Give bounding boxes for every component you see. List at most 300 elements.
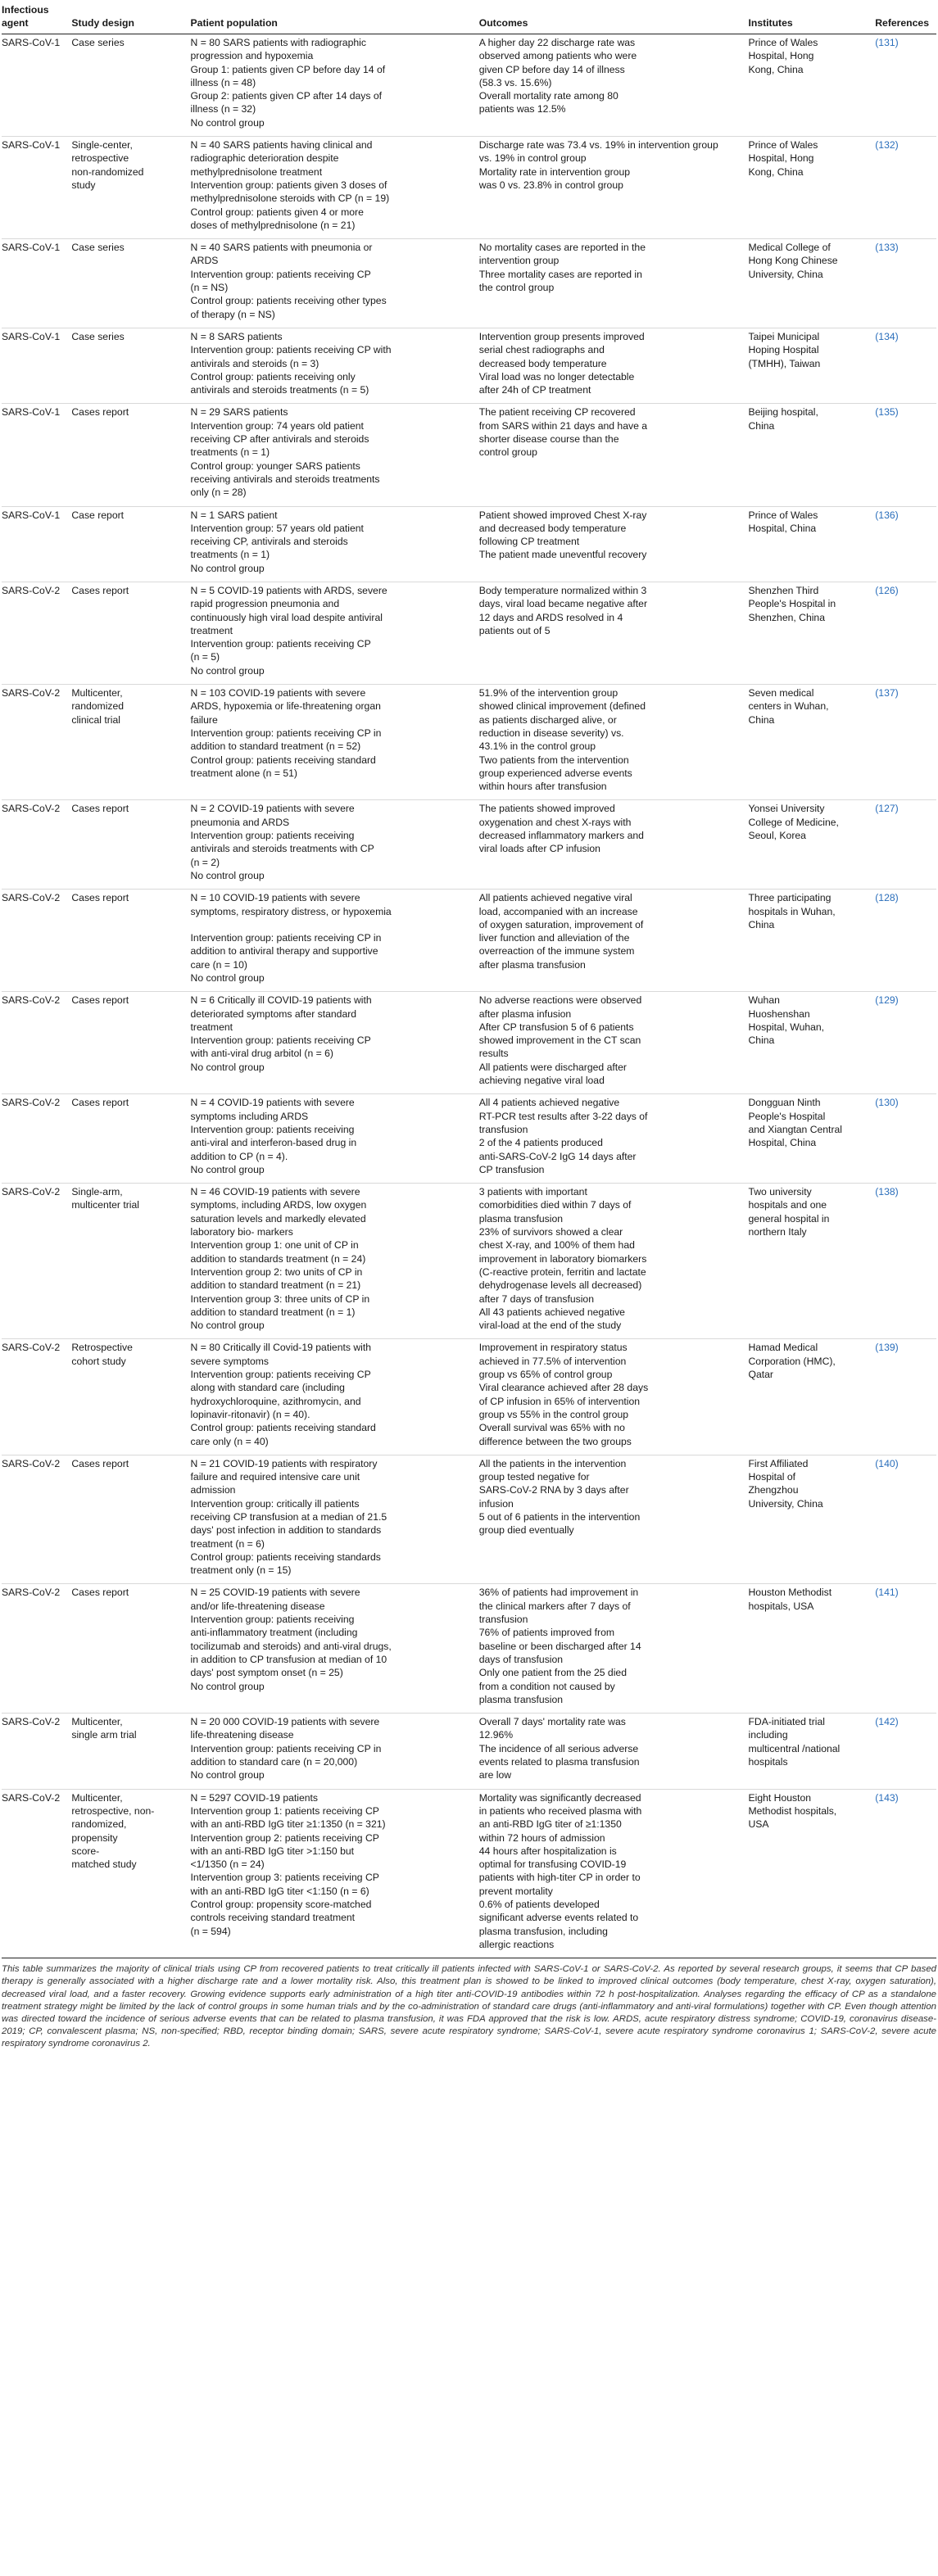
cell-line: continuously high viral load despite antiviral: [190, 611, 383, 623]
cell-line: anti-viral and interferon-based drug in: [190, 1137, 357, 1149]
header-patient-population: Patient population: [191, 0, 479, 34]
reference-link-text[interactable]: (134): [875, 330, 899, 342]
cell-line: difference between the two groups: [478, 1435, 632, 1447]
cell-line: viral loads after CP infusion: [478, 843, 600, 855]
cell-line: Kong, China: [748, 165, 804, 178]
cell-line: including: [748, 1729, 788, 1741]
header-study-design: Study design: [71, 0, 190, 34]
cell-line: observed among patients who were: [478, 50, 637, 62]
cell-line: 12 days and ARDS resolved in 4: [478, 611, 623, 623]
cell-line: given CP before day 14 of illness: [478, 63, 625, 75]
cell-outcomes: [479, 1789, 749, 1958]
cell-patient-population: [191, 1455, 479, 1584]
cell-line: China: [748, 419, 775, 432]
cell-patient-population: [191, 685, 479, 800]
reference-link-text[interactable]: (135): [875, 406, 899, 419]
cell-line: hospitals, USA: [748, 1600, 814, 1612]
cell-line: Overall 7 days' mortality rate was: [478, 1716, 626, 1728]
cell-line: treatment only (n = 15): [190, 1564, 292, 1577]
cell-line: of therapy (n = NS): [190, 308, 275, 320]
table-row: [2, 1455, 936, 1584]
reference-link[interactable]: [875, 1584, 936, 1714]
cell-line: Intervention group: patients receiving CP: [190, 268, 371, 280]
cell-line: Intervention group: patients receiving CP: [190, 1034, 371, 1047]
cell-line: No control group: [190, 664, 265, 677]
reference-link-text[interactable]: (137): [875, 687, 899, 699]
reference-link-text[interactable]: (138): [875, 1186, 899, 1198]
cell-infectious-agent: SARS-CoV-2: [2, 992, 71, 1094]
reference-link-text[interactable]: (131): [875, 37, 899, 48]
reference-link[interactable]: [875, 1184, 936, 1339]
cell-line: treatment (n = 6): [190, 1537, 265, 1550]
cell-line: Improvement in respiratory status: [478, 1342, 628, 1354]
cell-patient-population: [191, 239, 479, 328]
cell-line: comorbidities died within 7 days of: [478, 1199, 632, 1211]
cell-infectious-agent: SARS-CoV-2: [2, 800, 71, 890]
cell-patient-population: [191, 1584, 479, 1714]
reference-link[interactable]: [875, 506, 936, 582]
cell-line: treatment: [190, 1021, 233, 1033]
cell-line: Case report: [71, 509, 125, 521]
cell-institutes: [748, 800, 875, 890]
cell-line: group tested negative for: [478, 1471, 590, 1483]
reference-link-text[interactable]: (129): [875, 994, 899, 1007]
cell-line: Intervention group 1: one unit of CP in: [190, 1239, 359, 1252]
cell-line: N = 10 COVID-19 patients with severe: [190, 892, 360, 904]
cell-line: Single-arm,: [71, 1186, 123, 1198]
cell-study-design: [71, 404, 190, 506]
cell-line: severe symptoms: [190, 1355, 270, 1367]
cell-line: with an anti-RBD IgG titer >1:150 but: [190, 1845, 355, 1857]
reference-link[interactable]: [875, 239, 936, 328]
cell-line: Intervention group: patients receiving CP in: [190, 932, 382, 944]
cell-line: Beijing hospital,: [748, 406, 818, 419]
cell-line: reduction in disease severity) vs.: [478, 727, 624, 739]
reference-link-text[interactable]: (130): [875, 1097, 899, 1109]
cell-line: care (n = 10): [190, 958, 247, 971]
cell-line: along with standard care (including: [190, 1382, 345, 1394]
cell-outcomes: [479, 1339, 749, 1455]
cell-line: (n = NS): [190, 282, 229, 294]
cell-line: Discharge rate was 73.4 vs. 19% in intervention group: [478, 139, 718, 152]
cell-line: Prince of Wales: [748, 139, 818, 152]
reference-link[interactable]: [875, 137, 936, 239]
cell-line: treatments (n = 1): [190, 446, 270, 459]
cell-line: Prince of Wales: [748, 509, 818, 521]
studies-table: [2, 0, 936, 1958]
cell-line: within hours after transfusion: [478, 781, 607, 793]
cell-patient-population: [191, 328, 479, 403]
table-row: [2, 328, 936, 403]
cell-line: Control group: patients receiving standards: [190, 1551, 381, 1563]
cell-line: with an anti-RBD IgG titer <1:150 (n = 6): [190, 1885, 369, 1897]
cell-line: No control group: [190, 869, 265, 881]
cell-line: 12.96%: [478, 1729, 514, 1741]
cell-line: Seven medical: [748, 687, 814, 699]
cell-outcomes: [479, 890, 749, 992]
cell-line: Cases report: [71, 584, 129, 596]
cell-line: overreaction of the immune system: [478, 945, 635, 958]
cell-line: Dongguan Ninth: [748, 1097, 821, 1109]
cell-study-design: [71, 1789, 190, 1958]
cell-outcomes: [479, 582, 749, 684]
table-row: [2, 685, 936, 800]
cell-line: symptoms including ARDS: [190, 1110, 309, 1122]
cell-line: No control group: [190, 1163, 265, 1175]
cell-institutes: [748, 685, 875, 800]
cell-patient-population: [191, 1094, 479, 1184]
cell-institutes: [748, 1714, 875, 1789]
cell-outcomes: [479, 1584, 749, 1714]
cell-line: CP transfusion: [478, 1163, 545, 1175]
cell-infectious-agent: SARS-CoV-2: [2, 1094, 71, 1184]
cell-infectious-agent: SARS-CoV-1: [2, 506, 71, 582]
cell-line: No control group: [190, 1061, 265, 1073]
cell-line: treatment alone (n = 51): [190, 767, 297, 779]
cell-line: progression and hypoxemia: [190, 50, 314, 62]
cell-outcomes: [479, 137, 749, 239]
cell-line: non-randomized: [71, 165, 144, 178]
cell-patient-population: [191, 1184, 479, 1339]
cell-line: No mortality cases are reported in the: [478, 242, 646, 254]
cell-line: Kong, China: [748, 63, 804, 75]
cell-line: addition to standard treatment (n = 1): [190, 1306, 356, 1318]
reference-link[interactable]: [875, 1455, 936, 1584]
cell-infectious-agent: SARS-CoV-2: [2, 1455, 71, 1584]
cell-line: Zhengzhou: [748, 1484, 799, 1496]
cell-line: Methodist hospitals,: [748, 1804, 837, 1817]
cell-line: People's Hospital in: [748, 598, 836, 610]
cell-line: Group 1: patients given CP before day 14 of: [190, 63, 386, 75]
cell-line: improvement in laboratory biomarkers: [478, 1252, 647, 1265]
cell-line: Yonsei University: [748, 803, 825, 815]
reference-link-text[interactable]: (132): [875, 139, 899, 152]
cell-line: Mortality rate in intervention group: [478, 165, 631, 178]
cell-line: Cases report: [71, 994, 129, 1007]
cell-line: decreased body temperature: [478, 357, 607, 369]
cell-line: Eight Houston: [748, 1791, 812, 1804]
cell-line: prevent mortality: [478, 1885, 553, 1897]
cell-outcomes: [479, 34, 749, 137]
cell-line: infusion: [478, 1497, 514, 1510]
cell-line: multicentral /national: [748, 1742, 841, 1754]
cell-outcomes: [479, 328, 749, 403]
cell-patient-population: [191, 137, 479, 239]
reference-link[interactable]: [875, 992, 936, 1094]
cell-infectious-agent: SARS-CoV-1: [2, 34, 71, 137]
cell-line: hospitals in Wuhan,: [748, 905, 836, 917]
cell-line: with anti-viral drug arbitol (n = 6): [190, 1048, 333, 1060]
cell-line: Qatar: [748, 1369, 773, 1381]
cell-line: [191, 918, 474, 931]
cell-line: Single-center,: [71, 139, 133, 152]
cell-line: Intervention group: 74 years old patient: [190, 419, 364, 432]
cell-line: Hospital, Hong: [748, 152, 814, 165]
cell-line: dehydrogenase levels all decreased): [478, 1279, 642, 1292]
cell-line: receiving CP transfusion at a median of 21.5: [190, 1510, 387, 1523]
cell-line: hydroxychloroquine, azithromycin, and: [190, 1395, 361, 1407]
reference-link-text[interactable]: (141): [875, 1587, 899, 1599]
cell-institutes: [748, 137, 875, 239]
reference-link[interactable]: [875, 1094, 936, 1184]
cell-line: Taipei Municipal: [748, 330, 820, 342]
cell-line: Corporation (HMC),: [748, 1355, 836, 1367]
cell-line: Control group: propensity score-matched: [190, 1899, 372, 1910]
cell-line: was 0 vs. 23.8% in control group: [478, 179, 623, 191]
cell-line: Overall survival was 65% with no: [478, 1422, 625, 1434]
reference-link-text[interactable]: (133): [875, 242, 899, 254]
cell-line: control group: [478, 446, 537, 459]
reference-link[interactable]: [875, 890, 936, 992]
cell-institutes: [748, 404, 875, 506]
cell-line: failure and required intensive care unit: [190, 1471, 360, 1483]
cell-line: after plasma transfusion: [478, 958, 586, 971]
reference-link-text[interactable]: (143): [875, 1791, 899, 1804]
cell-line: within 72 hours of admission: [478, 1831, 605, 1844]
cell-line: symptoms, including ARDS, low oxygen: [190, 1199, 367, 1211]
cell-study-design: [71, 239, 190, 328]
reference-link-text[interactable]: (140): [875, 1457, 899, 1469]
cell-line: (TMHH), Taiwan: [748, 357, 821, 369]
cell-line: propensity: [71, 1831, 118, 1844]
reference-link-text[interactable]: (139): [875, 1342, 899, 1354]
cell-line: Intervention group: patients receiving: [190, 830, 355, 842]
cell-line: Case series: [71, 37, 125, 48]
table-row: [2, 404, 936, 506]
cell-line: No control group: [190, 1320, 265, 1332]
cell-line: First Affiliated: [748, 1457, 809, 1469]
cell-line: Intervention group 2: patients receiving CP: [190, 1831, 379, 1844]
cell-line: lopinavir-ritonavir) (n = 40).: [190, 1408, 310, 1420]
cell-line: an anti-RBD IgG titer of ≥1:1350: [478, 1818, 622, 1831]
cell-line: group vs 65% of control group: [478, 1369, 613, 1381]
cell-line: N = 40 SARS patients having clinical and: [190, 139, 373, 152]
cell-line: (n = 594): [190, 1925, 231, 1937]
reference-link[interactable]: [875, 328, 936, 403]
cell-line: only (n = 28): [190, 487, 247, 499]
cell-study-design: [71, 890, 190, 992]
cell-line: The patients showed improved: [478, 803, 615, 815]
cell-line: receiving CP, antivirals and steroids: [190, 536, 348, 548]
cell-line: No control group: [190, 1680, 265, 1692]
reference-link-text[interactable]: (136): [875, 509, 899, 521]
reference-link-text[interactable]: (128): [875, 892, 899, 904]
cell-line: Hospital, Wuhan,: [748, 1021, 825, 1033]
reference-link[interactable]: [875, 800, 936, 890]
cell-line: Control group: patients receiving standard: [190, 754, 376, 766]
cell-line: allergic reactions: [478, 1938, 555, 1950]
reference-link-text[interactable]: (142): [875, 1716, 899, 1728]
table-row: [2, 1584, 936, 1714]
table-row: [2, 1714, 936, 1789]
cell-line: Intervention group: 57 years old patient: [190, 522, 364, 534]
cell-line: Intervention group: patients receiving CP in: [190, 727, 382, 739]
cell-line: Multicenter,: [71, 1791, 123, 1804]
cell-line: randomized,: [71, 1818, 127, 1831]
cell-line: care only (n = 40): [190, 1435, 269, 1447]
cell-line: 51.9% of the intervention group: [478, 687, 619, 699]
cell-line: study: [71, 179, 96, 191]
cell-outcomes: [479, 800, 749, 890]
cell-line: group experienced adverse events: [478, 767, 632, 779]
reference-link[interactable]: [875, 582, 936, 684]
cell-line: and Xiangtan Central: [748, 1123, 842, 1135]
cell-line: Intervention group 3: patients receiving CP: [190, 1872, 379, 1884]
cell-outcomes: [479, 506, 749, 582]
cell-line: hospitals and one: [748, 1199, 827, 1211]
cell-line: People's Hospital: [748, 1110, 826, 1122]
cell-line: plasma transfusion: [478, 1693, 564, 1705]
cell-line: of oxygen saturation, improvement of: [478, 918, 644, 930]
cell-line: pneumonia and ARDS: [190, 816, 290, 828]
cell-patient-population: [191, 582, 479, 684]
cell-line: clinical trial: [71, 713, 120, 726]
table-row: [2, 1789, 936, 1958]
cell-line: N = 80 Critically ill Covid-19 patients with: [190, 1342, 372, 1354]
cell-infectious-agent: SARS-CoV-2: [2, 1584, 71, 1714]
cell-line: N = 80 SARS patients with radiographic: [190, 37, 366, 48]
cell-line: are low: [478, 1769, 512, 1781]
cell-patient-population: [191, 1789, 479, 1958]
cell-line: Intervention group: patients given 3 doses of: [190, 179, 387, 191]
cell-patient-population: [191, 1339, 479, 1455]
cell-line: centers in Wuhan,: [748, 700, 829, 713]
cell-line: tocilizumab and steroids) and anti-viral drugs,: [190, 1640, 392, 1652]
cell-outcomes: [479, 1455, 749, 1584]
cell-line: N = 5297 COVID-19 patients: [190, 1791, 319, 1804]
cell-line: symptoms, respiratory distress, or hypoxemia: [190, 905, 392, 917]
cell-line: addition to standards treatment (n = 24): [190, 1252, 366, 1265]
cell-line: general hospital in: [748, 1212, 830, 1225]
cell-patient-population: [191, 800, 479, 890]
cell-line: University, China: [748, 1497, 823, 1510]
cell-line: the clinical markers after 7 days of: [478, 1600, 631, 1612]
cell-infectious-agent: SARS-CoV-2: [2, 1789, 71, 1958]
cell-line: after 24h of CP treatment: [478, 384, 591, 396]
cell-line: patients was 12.5%: [478, 103, 566, 115]
cell-line: baseline or been discharged after 14: [478, 1640, 641, 1652]
cell-line: Control group: patients receiving only: [190, 370, 356, 383]
cell-outcomes: [479, 685, 749, 800]
table-row: [2, 34, 936, 137]
cell-line: group vs 55% in the control group: [478, 1408, 628, 1420]
reference-link[interactable]: [875, 1789, 936, 1958]
reference-link[interactable]: [875, 1339, 936, 1455]
reference-link[interactable]: [875, 685, 936, 800]
cell-line: Intervention group: patients receiving CP: [190, 1369, 371, 1381]
table-row: [2, 1339, 936, 1455]
cell-line: Three mortality cases are reported in: [478, 268, 642, 280]
cell-line: methylprednisolone steroids with CP (n = 19): [190, 192, 390, 205]
cell-line: Cases report: [71, 1587, 129, 1599]
reference-link[interactable]: [875, 34, 936, 137]
cell-line: transfusion: [478, 1614, 528, 1626]
cell-line: Intervention group: patients receiving: [190, 1614, 355, 1626]
cell-line: plasma transfusion, including: [478, 1925, 608, 1937]
cell-line: of CP infusion in 65% of intervention: [478, 1395, 640, 1407]
cell-line: (58.3 vs. 15.6%): [478, 76, 552, 88]
cell-line: After CP transfusion 5 of 6 patients: [478, 1021, 634, 1033]
cell-line: showed improvement in the CT scan: [478, 1034, 641, 1047]
cell-line: Viral clearance achieved after 28 days: [478, 1382, 649, 1394]
header-institutes: Institutes: [748, 0, 875, 34]
header-references: References: [875, 0, 936, 34]
table-body: [2, 34, 936, 1958]
cell-line: from SARS within 21 days and have a: [478, 419, 648, 432]
cell-line: The patient made uneventful recovery: [478, 549, 647, 561]
cell-line: Control group: patients given 4 or more: [190, 206, 364, 218]
cell-line: Control group: younger SARS patients: [190, 460, 360, 472]
cell-line: multicenter trial: [71, 1199, 140, 1211]
cell-line: serial chest radiographs and: [478, 344, 605, 356]
cell-line: randomized: [71, 700, 125, 713]
cell-line: Hospital of: [748, 1471, 796, 1483]
cell-institutes: [748, 506, 875, 582]
cell-line: Multicenter,: [71, 687, 123, 699]
cell-outcomes: [479, 1094, 749, 1184]
cell-line: admission: [190, 1484, 236, 1496]
cell-line: N = 40 SARS patients with pneumonia or: [190, 242, 373, 254]
cell-line: 36% of patients had improvement in: [478, 1587, 639, 1599]
cell-line: Seoul, Korea: [748, 830, 806, 842]
cell-study-design: [71, 582, 190, 684]
cell-line: N = 46 COVID-19 patients with severe: [190, 1186, 360, 1198]
cell-patient-population: [191, 404, 479, 506]
cell-line: University, China: [748, 268, 823, 280]
cell-line: The patient receiving CP recovered: [478, 406, 636, 419]
cell-line: showed clinical improvement (defined: [478, 700, 646, 713]
cell-line: Group 2: patients given CP after 14 days of: [190, 90, 383, 102]
table-row: [2, 137, 936, 239]
reference-link-text[interactable]: (126): [875, 584, 899, 596]
cell-line: addition to standard treatment (n = 52): [190, 740, 361, 753]
table-row: [2, 800, 936, 890]
cell-institutes: [748, 1455, 875, 1584]
cell-line: Cases report: [71, 803, 129, 815]
cell-line: N = 25 COVID-19 patients with severe: [190, 1587, 360, 1599]
cell-line: Shenzhen, China: [748, 611, 825, 623]
cell-line: patients out of 5: [478, 624, 551, 636]
cell-line: No control group: [190, 972, 265, 984]
cell-line: Viral load was no longer detectable: [478, 370, 635, 383]
cell-line: treatments (n = 1): [190, 549, 270, 561]
cell-line: Intervention group: critically ill patients: [190, 1497, 360, 1510]
cell-line: results: [478, 1048, 509, 1060]
cell-line: Huoshenshan: [748, 1007, 810, 1020]
cell-line: days, viral load became negative after: [478, 598, 648, 610]
cell-line: achieving negative viral load: [478, 1075, 605, 1087]
cell-line: Hoping Hospital: [748, 344, 819, 356]
cell-line: Control group: patients receiving standard: [190, 1422, 376, 1434]
cell-line: and decreased body temperature: [478, 522, 627, 534]
cell-line: Wuhan: [748, 994, 780, 1007]
cell-study-design: [71, 1455, 190, 1584]
cell-line: A higher day 22 discharge rate was: [478, 37, 636, 48]
cell-line: chest X-ray, and 100% of them had: [478, 1239, 635, 1252]
cell-line: in addition to CP transfusion at median of 10: [190, 1653, 387, 1665]
reference-link[interactable]: [875, 404, 936, 506]
cell-infectious-agent: SARS-CoV-1: [2, 404, 71, 506]
reference-link-text[interactable]: (127): [875, 803, 899, 815]
cell-line: matched study: [71, 1858, 137, 1871]
cell-institutes: [748, 1339, 875, 1455]
cell-line: All the patients in the intervention: [478, 1457, 627, 1469]
reference-link[interactable]: [875, 1714, 936, 1789]
cell-line: retrospective, non-: [71, 1804, 155, 1817]
cell-line: after 7 days of transfusion: [478, 1293, 594, 1305]
cell-line: N = 1 SARS patient: [190, 509, 278, 521]
cell-line: ARDS, hypoxemia or life-threatening organ: [190, 700, 381, 713]
